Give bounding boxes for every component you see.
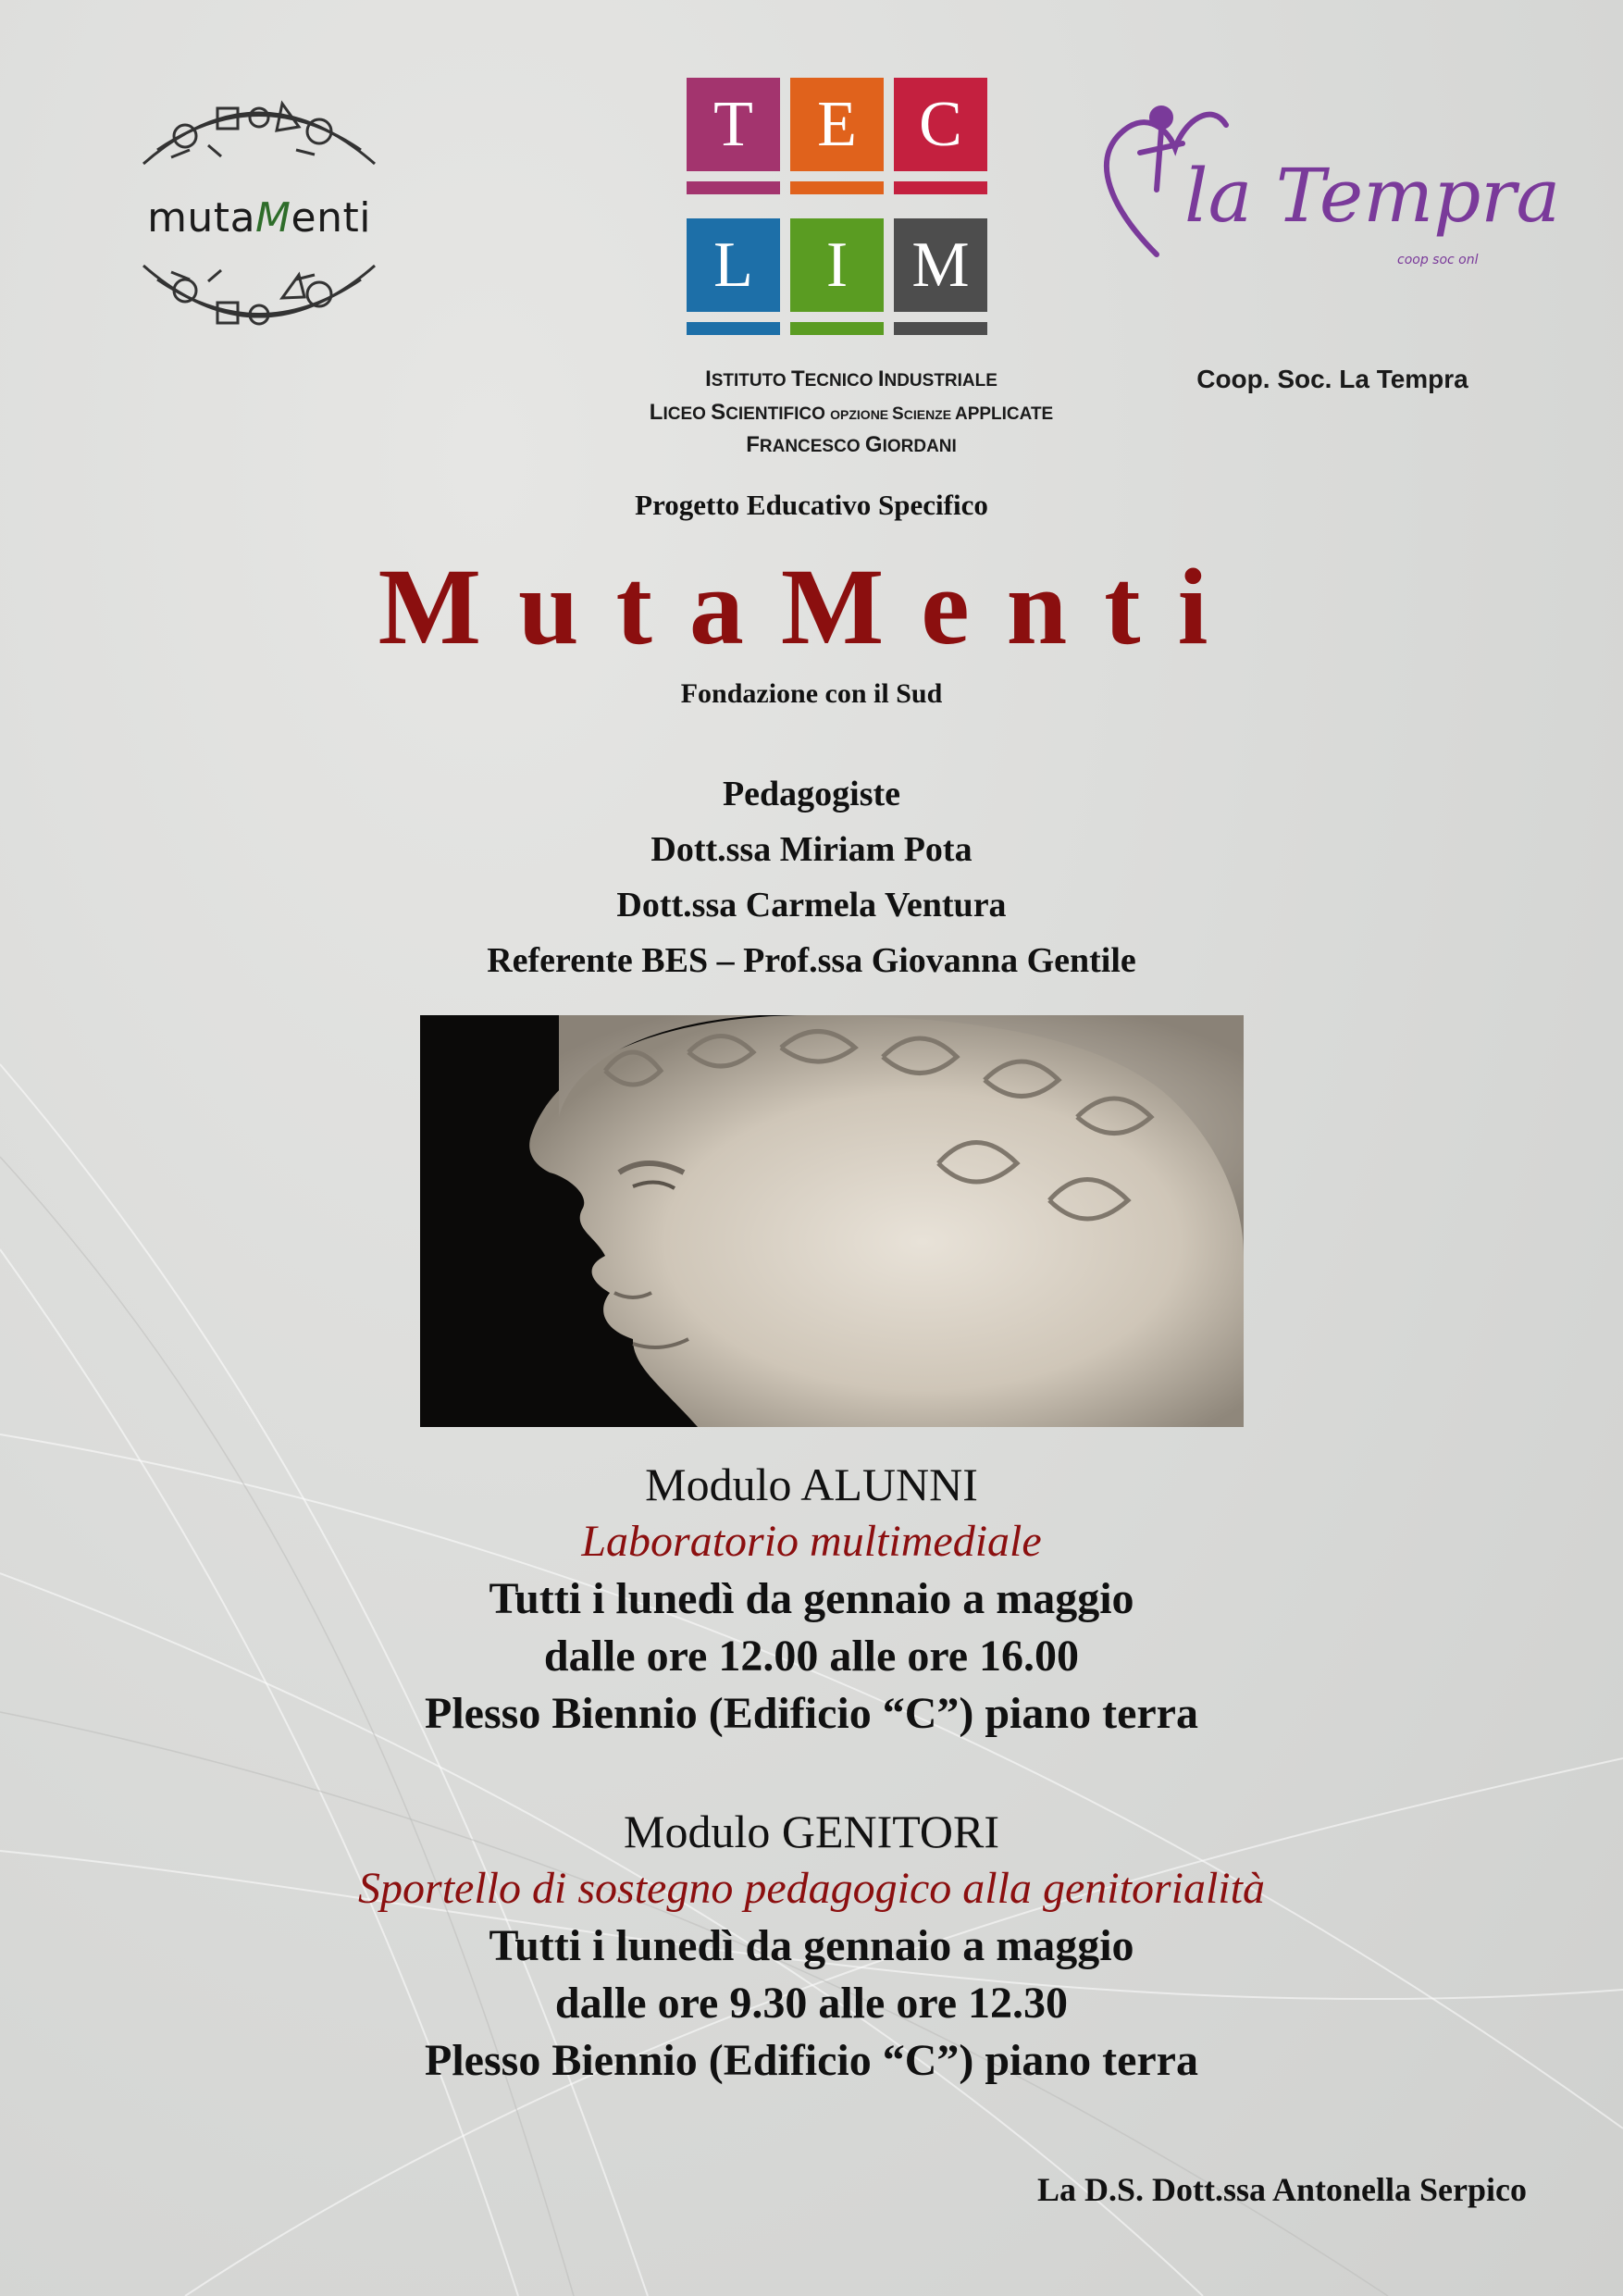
logo-bar — [790, 181, 884, 194]
module-subtitle-genitori: Sportello di sostegno pedagogico alla genitorialità — [358, 1864, 1265, 1913]
foundation-label: Fondazione con il Sud — [680, 678, 943, 709]
module-line: dalle ore 9.30 alle ore 12.30 — [554, 1979, 1069, 2028]
module-line: Plesso Biennio (Edificio “C”) piano terra — [425, 2036, 1198, 2085]
people-heading: Pedagogiste — [722, 775, 901, 813]
module-subtitle-alunni: Laboratorio multimediale — [581, 1517, 1042, 1566]
project-label: Progetto Educativo Specifico — [635, 489, 988, 521]
module-line: Tutti i lunedì da gennaio a maggio — [489, 1574, 1134, 1623]
module-line: dalle ore 12.00 alle ore 16.00 — [543, 1632, 1080, 1681]
person-name: Dott.ssa Carmela Ventura — [616, 886, 1007, 925]
logo-tile-m: M — [894, 218, 987, 312]
person-name: Dott.ssa Miriam Pota — [650, 830, 973, 869]
module-line: Tutti i lunedì da gennaio a maggio — [489, 1921, 1134, 1970]
logo-bar — [894, 322, 987, 335]
module-title-alunni: Modulo ALUNNI — [645, 1458, 978, 1510]
logo-bar — [894, 181, 987, 194]
logo-tile-c: C — [894, 78, 987, 171]
coop-label: Coop. Soc. La Tempra — [1196, 365, 1468, 393]
logo-bar — [790, 322, 884, 335]
module-line: Plesso Biennio (Edificio “C”) piano terra — [425, 1689, 1198, 1738]
teclim-logo — [687, 78, 988, 346]
school-line-1: ISTITUTO TECNICO INDUSTRIALE — [705, 366, 997, 391]
page-title: MutaMenti — [378, 546, 1245, 667]
la-tempra-logo — [1092, 88, 1561, 282]
logo-tile-e: E — [790, 78, 884, 171]
school-line-3: FRANCESCO GIORDANI — [746, 432, 957, 457]
logo-bar — [687, 181, 780, 194]
tempra-wordmark: la Tempra — [1184, 153, 1561, 239]
module-title-genitori: Modulo GENITORI — [623, 1806, 999, 1857]
mutamenti-logo — [120, 76, 398, 354]
signature: La D.S. Dott.ssa Antonella Serpico — [1036, 2171, 1527, 2208]
logo-tile-i: I — [790, 218, 884, 312]
person-name: Referente BES – Prof.ssa Giovanna Gentile — [487, 941, 1136, 980]
logo-tile-t: T — [687, 78, 780, 171]
school-line-2: LICEO SCIENTIFICO OPZIONE SCIENZE APPLICATE — [649, 400, 1054, 425]
sculpture-image — [420, 1015, 1244, 1427]
logo-tile-l: L — [687, 218, 780, 312]
mutamenti-wordmark: mutaMenti — [147, 194, 371, 242]
tempra-subtext: coop soc onl — [1397, 253, 1479, 267]
logo-bar — [687, 322, 780, 335]
